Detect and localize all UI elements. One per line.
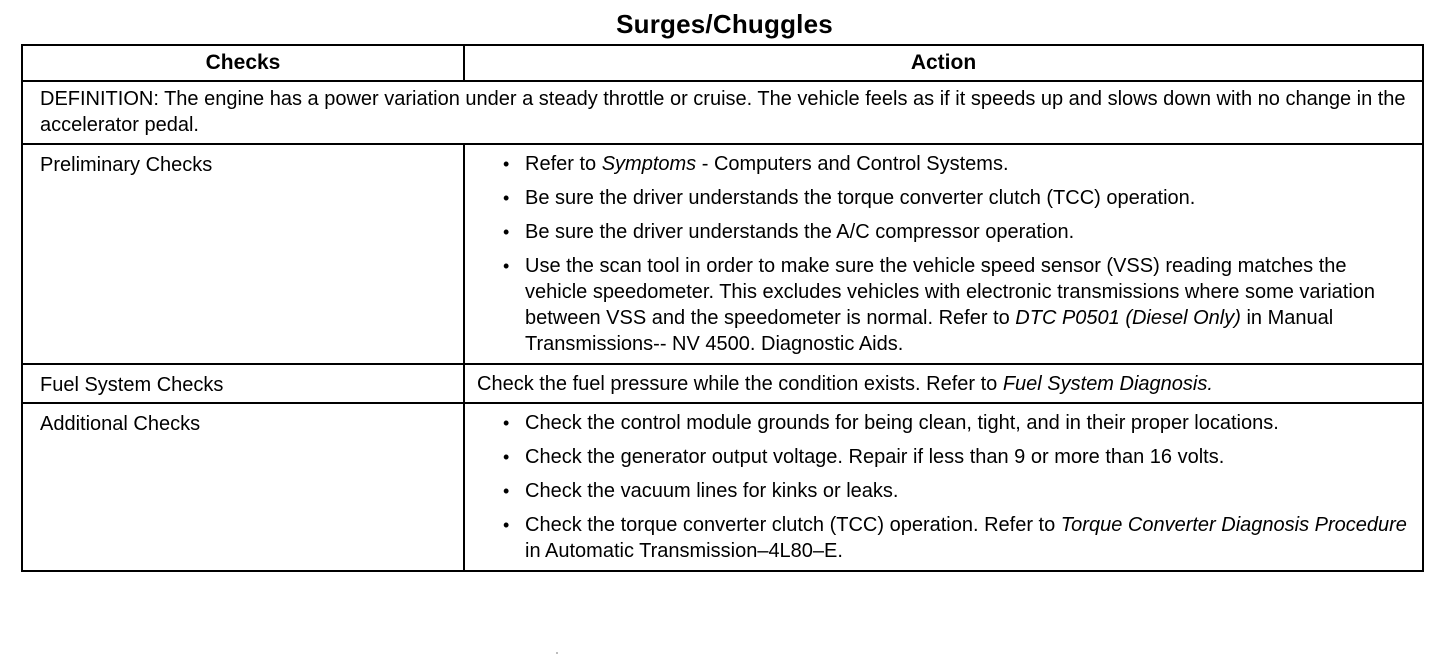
action-list <box>503 410 1412 564</box>
action-item <box>503 151 1412 177</box>
action-cell <box>464 144 1423 364</box>
action-text: Be sure the driver understands the A/C compressor operation. <box>525 221 1075 243</box>
action-text: Check the torque converter clutch (TCC) operation. Refer to <box>525 514 1061 536</box>
table-row <box>22 403 1423 571</box>
action-text: - Computers and Control Systems. <box>696 153 1009 175</box>
diagnosis-table <box>21 44 1424 572</box>
bullet-icon: • <box>503 256 510 276</box>
action-text: Refer to <box>525 153 602 175</box>
action-text: Check the control module grounds for being clean, tight, and in their proper locations. <box>525 412 1279 434</box>
action-text: in Automatic Transmission–4L80–E. <box>525 540 843 562</box>
reference-text: Symptoms <box>601 153 697 175</box>
bullet-icon: • <box>503 188 510 208</box>
check-label: Additional Checks <box>22 403 464 571</box>
action-item <box>503 219 1412 245</box>
bullet-icon: • <box>503 481 510 501</box>
action-item <box>503 253 1412 357</box>
table-row <box>22 144 1423 364</box>
action-item <box>503 478 1412 504</box>
table-header-row <box>22 45 1423 81</box>
bullet-icon: • <box>503 222 510 242</box>
bullet-icon: • <box>503 413 510 433</box>
reference-text: Fuel System Diagnosis. <box>1002 373 1213 395</box>
check-label: Fuel System Checks <box>22 364 464 403</box>
action-text: Be sure the driver understands the torque converter clutch (TCC) operation. <box>525 187 1196 209</box>
definition-row <box>22 81 1423 144</box>
definition-text: DEFINITION: The engine has a power variation under a steady throttle or cruise. The vehicle feels as if it speeds up and slows down with no change in the accelerator pedal. <box>22 81 1423 144</box>
action-text: Check the fuel pressure while the condition exists. Refer to <box>477 373 1003 395</box>
reference-text: DTC P0501 (Diesel Only) <box>1015 307 1241 329</box>
action-list <box>503 151 1412 357</box>
action-item <box>503 185 1412 211</box>
bullet-icon: • <box>503 154 510 174</box>
reference-text: Torque Converter Diagnosis Procedure <box>1060 514 1407 536</box>
action-cell <box>464 403 1423 571</box>
header-checks: Checks <box>22 45 464 81</box>
page-title: Surges/Chuggles <box>616 9 833 39</box>
action-text: in Manual Transmissions-- NV 4500. Diagnostic Aids. <box>525 307 1334 355</box>
action-item <box>503 512 1412 564</box>
header-action: Action <box>464 45 1423 81</box>
check-label: Preliminary Checks <box>22 144 464 364</box>
action-text: Use the scan tool in order to make sure the vehicle speed sensor (VSS) reading matches the vehicle speedometer. This excludes vehicles with electronic transmissions where some variation between VSS and the speedometer is normal. Refer to <box>525 255 1376 329</box>
action-text: Check the vacuum lines for kinks or leaks. <box>525 480 899 502</box>
scan-speck <box>556 652 558 654</box>
action-cell <box>464 364 1423 403</box>
action-item <box>503 444 1412 470</box>
bullet-icon: • <box>503 515 510 535</box>
action-item <box>503 410 1412 436</box>
action-text: Check the generator output voltage. Repair if less than 9 or more than 16 volts. <box>525 446 1225 468</box>
table-row <box>22 364 1423 403</box>
bullet-icon: • <box>503 447 510 467</box>
